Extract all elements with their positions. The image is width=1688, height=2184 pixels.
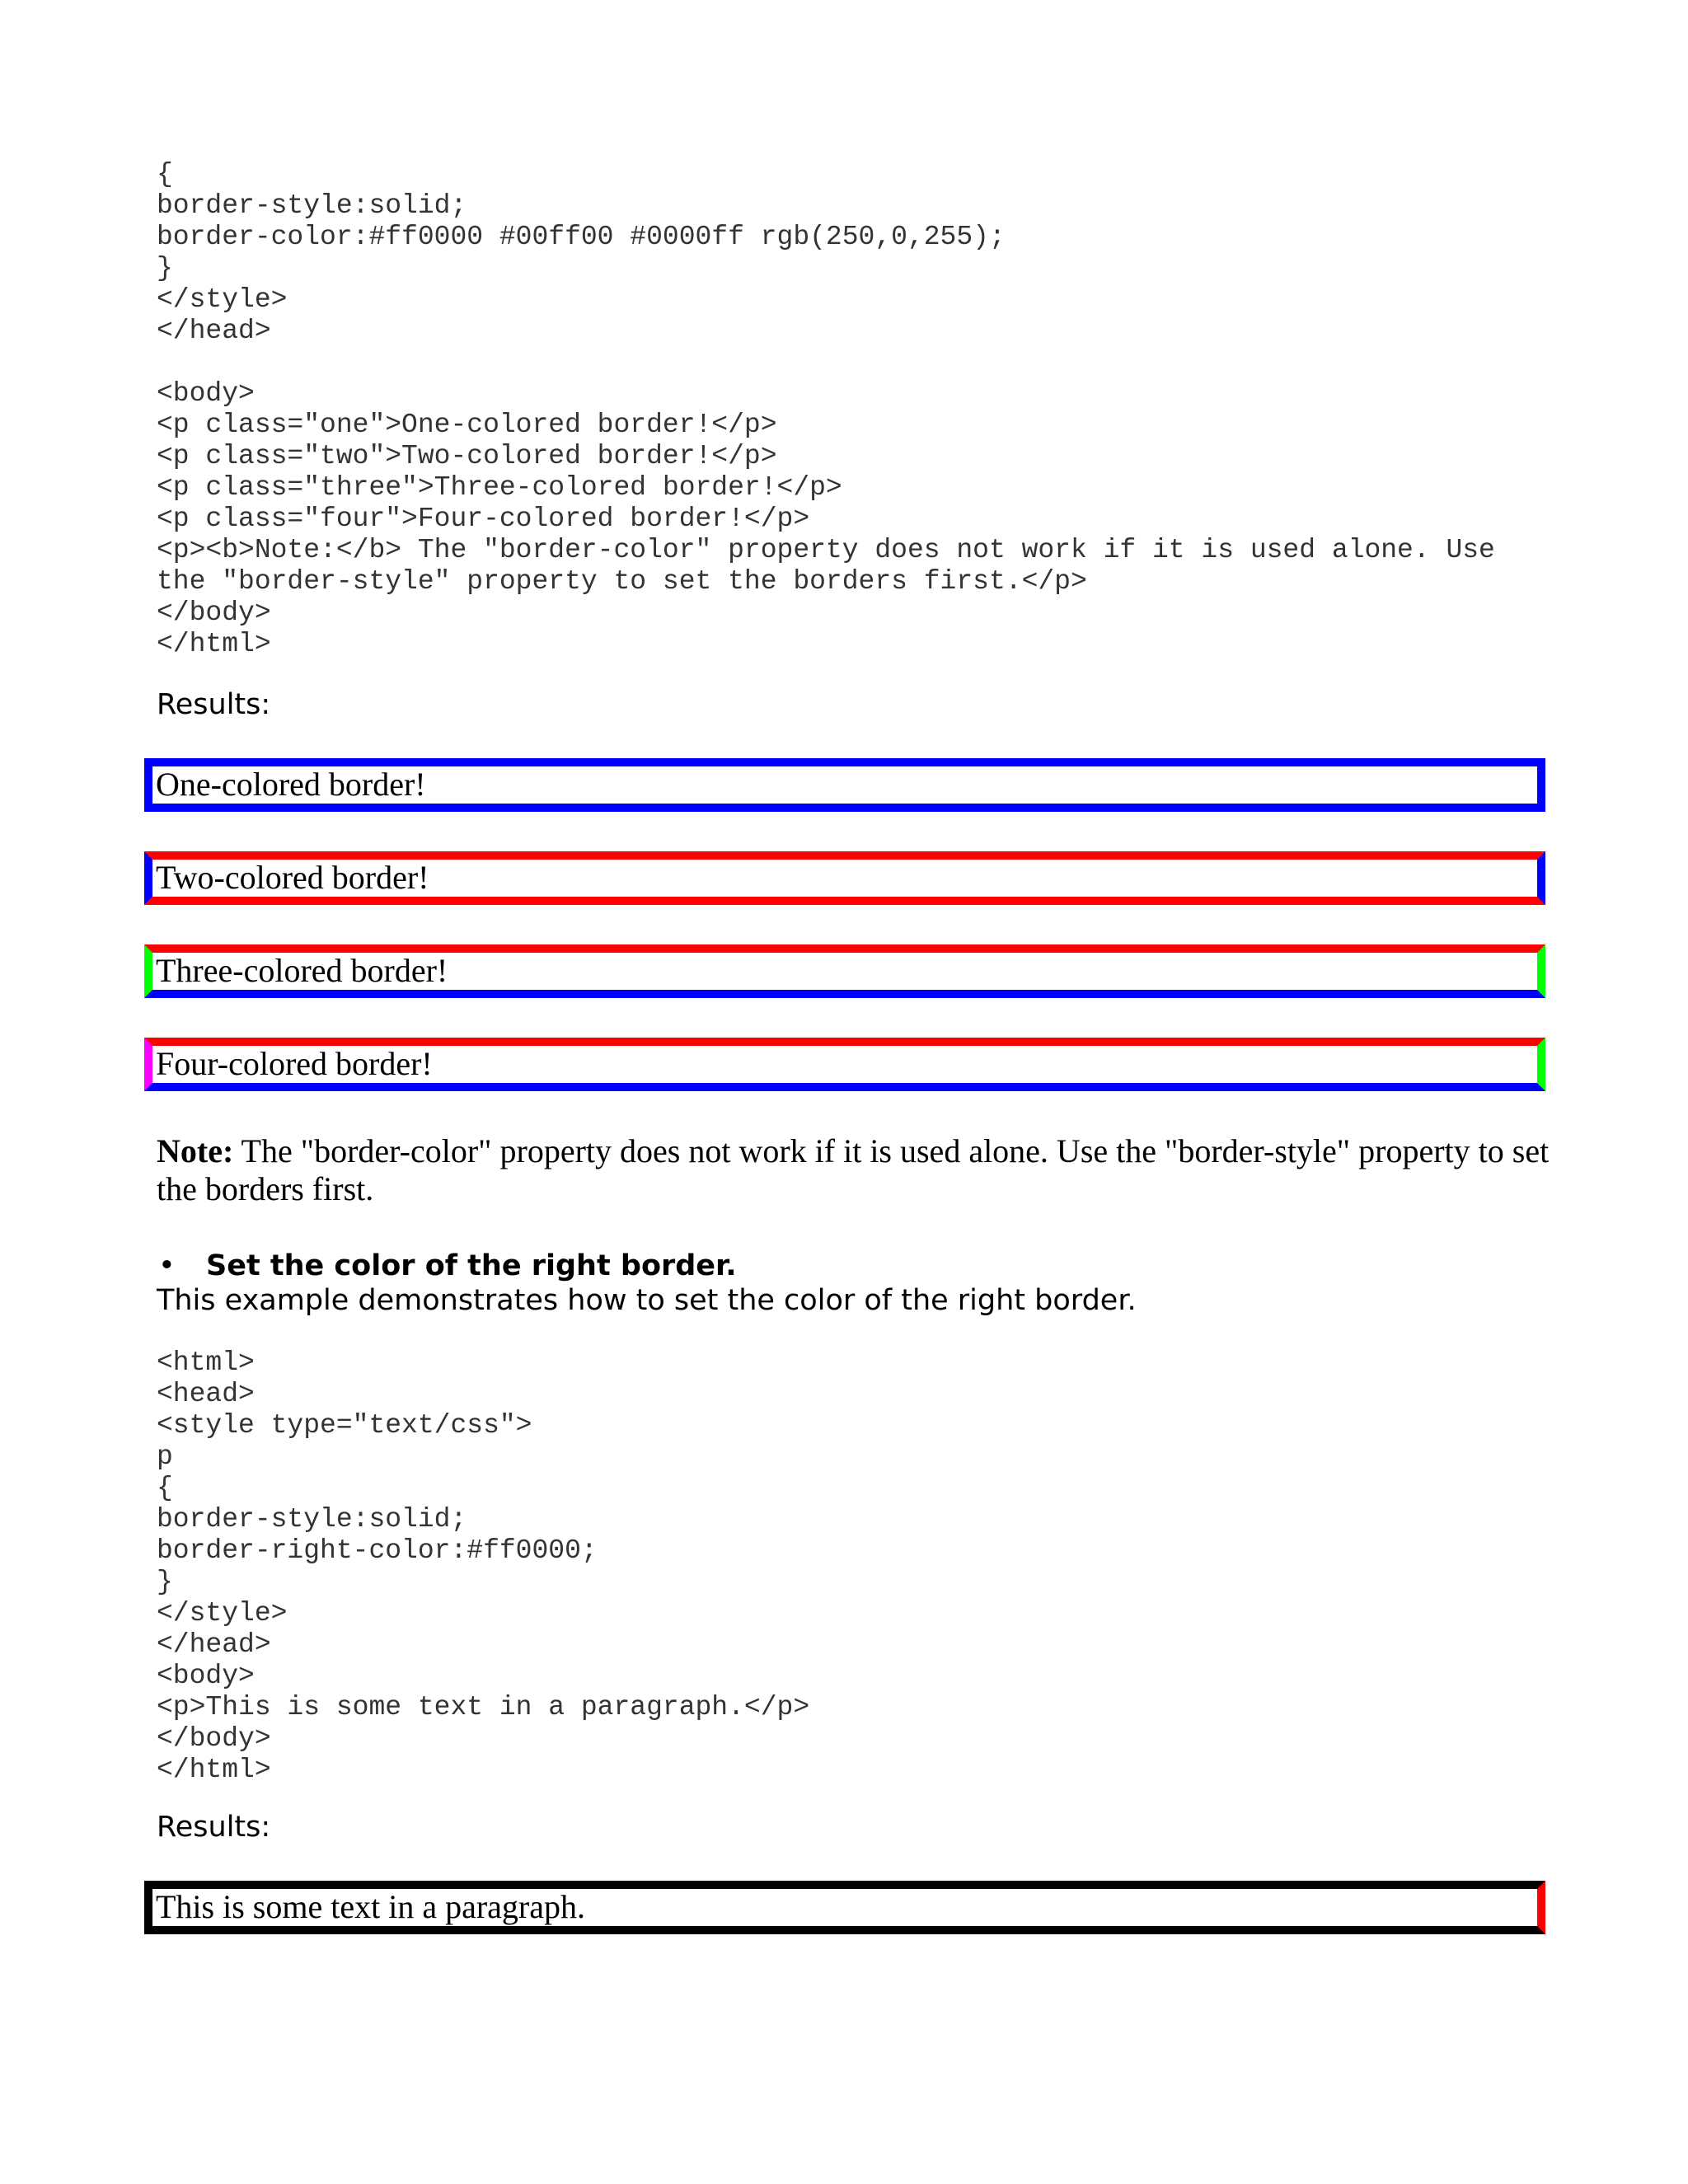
code-line: <style type="text/css"> <box>157 1410 532 1441</box>
code-line: <p class="four">Four-colored border!</p> <box>157 504 810 534</box>
result-box-right-red <box>144 1881 1545 1934</box>
code-line: } <box>157 253 173 284</box>
section-description: This example demonstrates how to set the color of the right border. <box>157 1284 1137 1317</box>
result-text: Two-colored border! <box>156 859 429 896</box>
code-line: <html> <box>157 1347 255 1378</box>
bullet-icon: • <box>158 1249 176 1282</box>
code-block-1 <box>157 159 1495 660</box>
code-block-2 <box>157 1347 809 1786</box>
result-text: Three-colored border! <box>156 952 448 989</box>
code-line: <p class="one">One-colored border!</p> <box>157 410 777 440</box>
results-label: Results: <box>157 688 271 721</box>
code-line: </body> <box>157 598 271 628</box>
code-line: </style> <box>157 284 288 315</box>
result-text: One-colored border! <box>156 766 426 803</box>
code-line: </style> <box>157 1598 288 1629</box>
code-line: border-right-color:#ff0000; <box>157 1535 598 1566</box>
code-line: <p><b>Note:</b> The "border-color" property does not work if it is used alone. Use <box>157 535 1495 565</box>
note-paragraph <box>157 1132 1550 1208</box>
code-line <box>157 347 1495 378</box>
note-text: The "border-color" property does not work if it is used alone. Use the "border-style" property to set the borders first. <box>157 1132 1550 1207</box>
result-box-four-colored <box>144 1038 1545 1091</box>
code-line: <p>This is some text in a paragraph.</p> <box>157 1692 810 1722</box>
result-text: Four-colored border! <box>156 1045 433 1082</box>
code-line: border-style:solid; <box>157 1504 467 1535</box>
results-label-2: Results: <box>157 1811 271 1844</box>
code-line: </html> <box>157 629 271 659</box>
code-line: </html> <box>157 1755 271 1785</box>
code-line: </head> <box>157 316 271 346</box>
code-line: { <box>157 159 173 190</box>
result-box-two-colored <box>144 851 1545 905</box>
code-line: the "border-style" property to set the borders first.</p> <box>157 566 1087 597</box>
code-line: } <box>157 1567 173 1597</box>
result-box-one-colored <box>144 758 1545 812</box>
result-text: This is some text in a paragraph. <box>156 1888 585 1925</box>
section-title: Set the color of the right border. <box>206 1249 737 1282</box>
code-line: border-style:solid; <box>157 190 467 221</box>
code-line: <p class="three">Three-colored border!</p> <box>157 472 842 503</box>
code-line: { <box>157 1473 173 1503</box>
code-line: <body> <box>157 378 255 409</box>
note-label: Note: <box>157 1132 234 1169</box>
code-line: </head> <box>157 1629 271 1660</box>
code-line: <body> <box>157 1661 255 1691</box>
code-line: <p class="two">Two-colored border!</p> <box>157 441 777 471</box>
result-box-three-colored <box>144 944 1545 998</box>
code-line: border-color:#ff0000 #00ff00 #0000ff rgb(250,0,255); <box>157 222 1006 252</box>
code-line: </body> <box>157 1723 271 1754</box>
code-line: p <box>157 1441 173 1472</box>
code-line: <head> <box>157 1379 255 1409</box>
